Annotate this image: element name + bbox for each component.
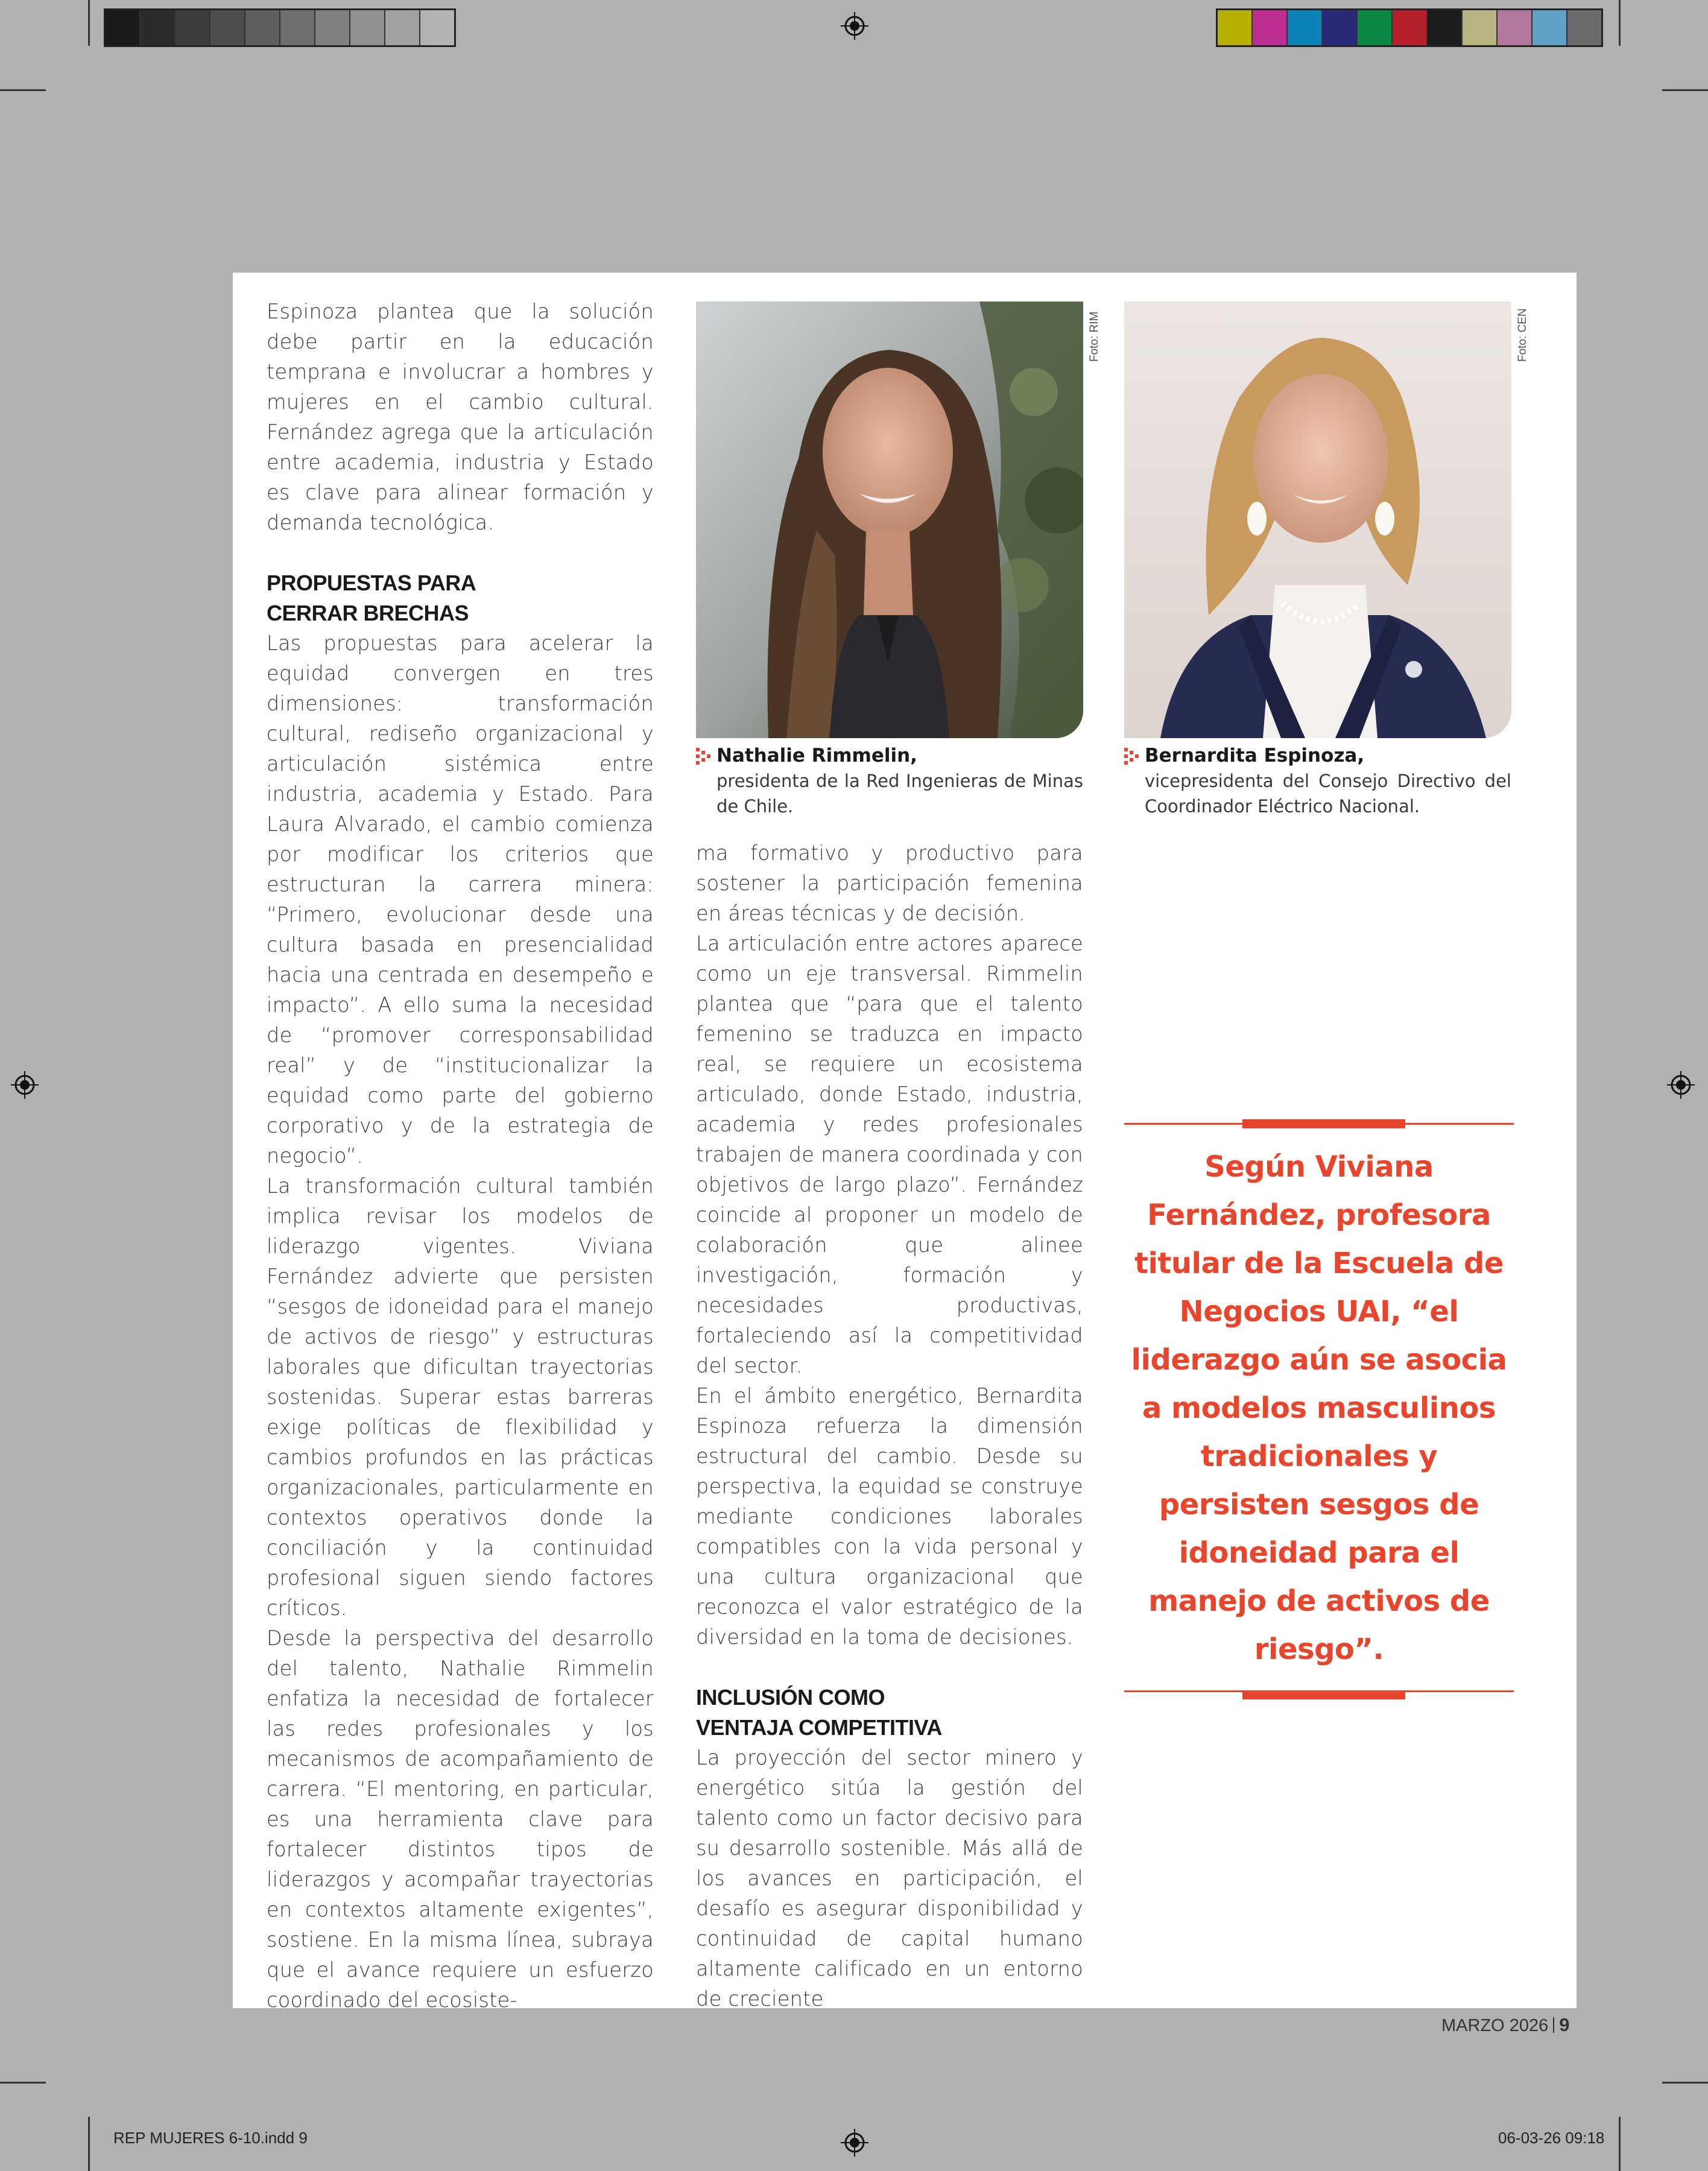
calibration-swatch <box>1567 10 1601 45</box>
portrait-image <box>696 302 1083 738</box>
registration-mark-icon <box>11 1071 39 1099</box>
calibration-swatch <box>385 10 420 45</box>
section-heading: INCLUSIÓN COMO VENTAJA COMPETITIVA <box>696 1685 942 1740</box>
calibration-swatch <box>280 10 315 45</box>
calibration-swatch <box>1393 10 1428 45</box>
pull-quote-text: Según Viviana Fernández, profesora titular de la Escuela de Negocios UAI, “el liderazgo aún se asocia a modelos masculinos tradicionales y persisten sesgos de idoneidad para el manejo de activos de riesgo”. <box>1131 1150 1507 1666</box>
caption-name: Nathalie Rimmelin, <box>716 745 917 766</box>
calibration-swatch <box>1428 10 1463 45</box>
text-column-middle <box>696 838 1083 2014</box>
calibration-swatch <box>1498 10 1532 45</box>
calibration-swatch <box>210 10 245 45</box>
crop-mark <box>1619 2117 1621 2171</box>
slug-timestamp: 06-03-26 09:18 <box>1498 2129 1605 2147</box>
calibration-swatch <box>1323 10 1358 45</box>
calibration-swatch <box>1463 10 1498 45</box>
calibration-swatch <box>106 10 141 45</box>
calibration-swatch <box>350 10 385 45</box>
crop-mark <box>0 2082 46 2084</box>
pull-quote-rule-top <box>1124 1123 1514 1125</box>
crop-mark <box>1619 0 1621 46</box>
registration-mark-icon <box>841 12 868 40</box>
portrait-image <box>1124 302 1511 738</box>
color-calibration-bar <box>1216 8 1603 47</box>
calibration-swatch <box>141 10 176 45</box>
paragraph: La transformación cultural también implica revisar los modelos de liderazgo vigentes. Viviana Fernández advierte que persisten “sesgos de idoneidad para el manejo de activos de riesgo” y estructuras laborales que dificultan trayectorias sostenidas. Superar estas barreras exige políticas de flexibilidad y cambios profundos en las prácticas organizacionales, particularmente en contextos operativos donde la conciliación y la continuidad profesional siguen siendo factores críticos. <box>267 1174 654 1620</box>
registration-mark-icon <box>1667 1071 1695 1099</box>
photo-credit: Foto: CEN <box>1516 308 1529 362</box>
calibration-swatch <box>1532 10 1567 45</box>
folio-month: MARZO 2026 <box>1441 2016 1549 2035</box>
paragraph: Las propuestas para acelerar la equidad convergen en tres dimensiones: transformación cultural, rediseño organizacional y articulación sistémica entre industria, academia y Estado. Para Laura Alvarado, el cambio comienza por modificar los criterios que estructuran la carrera minera: “Primero, evolucionar desde una cultura basada en presencialidad hacia una centrada en desempeño e impacto”. A ello suma la necesidad de “promover corresponsabilidad real” y de “institucionalizar la equidad como parte del gobierno corporativo y de la estrategia de negocio”. <box>267 631 654 1168</box>
calibration-swatch <box>1253 10 1288 45</box>
slug-filename: REP MUJERES 6-10.indd 9 <box>113 2129 308 2147</box>
registration-mark-icon <box>841 2129 868 2157</box>
pull-quote <box>1124 1123 1514 1692</box>
calibration-swatch <box>1288 10 1323 45</box>
calibration-swatch <box>1218 10 1253 45</box>
calibration-swatch <box>1358 10 1393 45</box>
portrait-photo-rimmelin <box>696 302 1083 738</box>
crop-mark <box>1662 2082 1708 2084</box>
calibration-swatch <box>420 10 454 45</box>
photo-caption-rimmelin <box>696 743 1083 819</box>
calibration-swatch <box>245 10 280 45</box>
section-heading: PROPUESTAS PARA CERRAR BRECHAS <box>267 570 475 625</box>
crop-mark <box>1662 89 1708 91</box>
caption-role: vicepresidenta del Consejo Directivo del Coordinador Eléctrico Nacional. <box>1145 771 1511 817</box>
caption-arrow-icon <box>696 748 710 765</box>
caption-name: Bernardita Espinoza, <box>1145 745 1365 766</box>
paragraph: Desde la perspectiva del desarrollo del talento, Nathalie Rimmelin enfatiza la necesidad de fortalecer las redes profesionales y los mecanismos de acompañamiento de carrera. “El mentoring, en particular, es una herramienta clave para fortalecer distintos tipos de liderazgos y acompañar trayectorias en contextos altamente exigentes”, sostiene. En la misma línea, subraya que el avance requiere un esfuerzo coordinado del ecosiste- <box>267 1626 654 2012</box>
magazine-page <box>233 273 1577 2012</box>
paragraph: La proyección del sector minero y energético sitúa la gestión del talento como un factor decisivo para su desarrollo sostenible. Más allá de los avances en participación, el desafío es asegurar disponibilidad y continuidad de capital humano altamente calificado en un entorno de creciente <box>696 1746 1083 2011</box>
calibration-swatch <box>176 10 210 45</box>
caption-arrow-icon <box>1124 748 1139 765</box>
crop-mark <box>0 89 46 91</box>
photo-credit: Foto: RIM <box>1088 311 1101 362</box>
text-column-left <box>267 297 654 2015</box>
photo-caption-espinoza <box>1124 743 1511 819</box>
portrait-photo-espinoza <box>1124 302 1511 738</box>
pull-quote-rule-bottom <box>1124 1690 1514 1692</box>
crop-mark <box>88 0 90 46</box>
page-number: 9 <box>1559 2014 1570 2035</box>
page-folio <box>1441 2014 1570 2036</box>
paragraph: En el ámbito energético, Bernardita Espinoza refuerza la dimensión estructural del cambio. Desde su perspectiva, la equidad se construye mediante condiciones laborales compatibles con la vida personal y una cultura organizacional que reconozca el valor estratégico de la diversidad en la toma de decisiones. <box>696 1384 1083 1649</box>
paragraph: Espinoza plantea que la solución debe partir en la educación temprana e involucrar a hombres y mujeres en el cambio cultural. Fernández agrega que la articulación entre academia, industria y Estado es clave para alinear formación y demanda tecnológica. <box>267 300 654 534</box>
gray-calibration-bar <box>104 8 456 47</box>
paragraph: ma formativo y productivo para sostener la participación femenina en áreas técnicas y de decisión. <box>696 841 1083 925</box>
caption-role: presidenta de la Red Ingenieras de Minas de Chile. <box>716 771 1083 817</box>
crop-mark <box>88 2117 90 2171</box>
paragraph: La articulación entre actores aparece como un eje transversal. Rimmelin plantea que “para que el talento femenino se traduzca en impacto real, se requiere un ecosistema articulado, donde Estado, industria, academia y redes profesionales trabajen de manera coordinada y con objetivos de largo plazo”. Fernández coincide al proponer un modelo de colaboración que alinee investigación, formación y necesidades productivas, fortaleciendo así la competitividad del sector. <box>696 932 1083 1377</box>
calibration-swatch <box>315 10 350 45</box>
